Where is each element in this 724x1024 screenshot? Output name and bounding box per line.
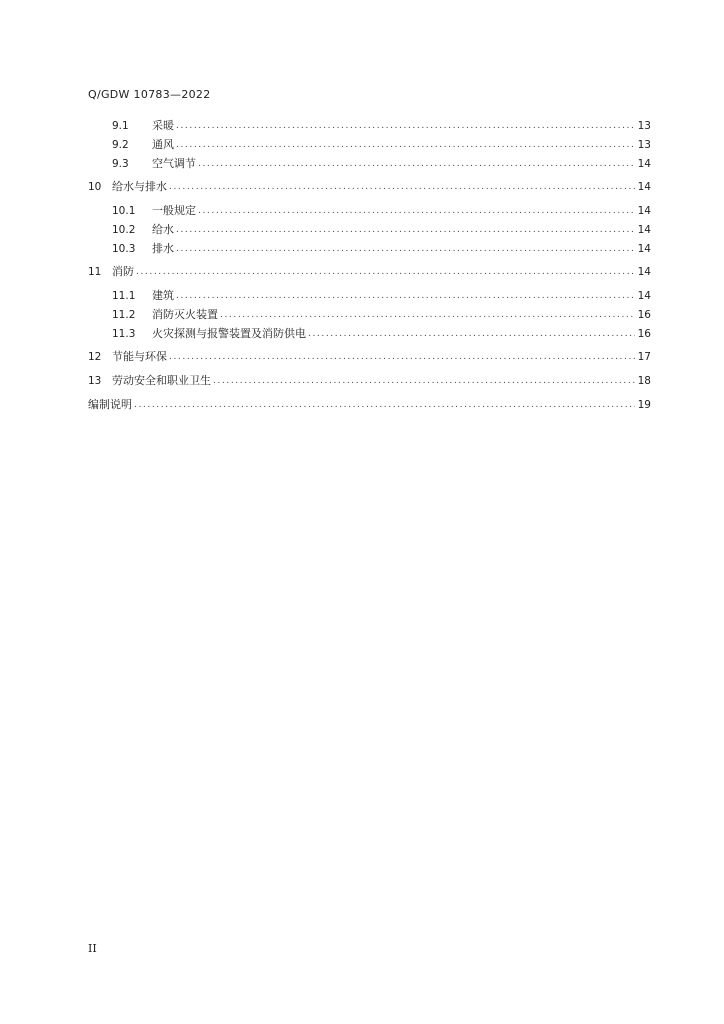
toc-dot-leader	[176, 118, 635, 134]
toc-entry-page: 16	[637, 328, 651, 340]
toc-entry-title: 一般规定	[152, 204, 196, 217]
toc-entry-page: 14	[637, 181, 651, 193]
toc-entry-12[interactable]	[88, 349, 651, 365]
toc-entry-page: 13	[637, 139, 651, 151]
toc-entry-page: 14	[637, 243, 651, 255]
toc-entry-title: 给水	[152, 223, 174, 236]
toc-dot-leader	[169, 349, 635, 365]
toc-dot-leader	[198, 203, 635, 219]
toc-dot-leader	[136, 264, 635, 280]
toc-dot-leader	[220, 307, 635, 323]
toc-entry-number: 9.3	[112, 158, 129, 170]
toc-entry-number: 9.1	[112, 120, 129, 132]
toc-entry-number: 10.1	[112, 205, 136, 217]
toc-entry-title: 建筑	[152, 289, 174, 302]
toc-entry-number: 11.3	[112, 328, 136, 340]
toc-entry-number: 10.2	[112, 224, 136, 236]
toc-entry-page: 18	[637, 375, 651, 387]
toc-entry-page: 14	[637, 266, 651, 278]
toc-entry-title: 火灾探测与报警装置及消防供电	[152, 327, 306, 340]
toc-entry-number: 12	[88, 351, 102, 363]
toc-dot-leader	[176, 222, 635, 238]
toc-entry-page: 19	[637, 399, 651, 411]
toc-entry-11[interactable]	[88, 264, 651, 280]
toc-entry-page: 16	[637, 309, 651, 321]
toc-entry-title: 给水与排水	[112, 180, 167, 193]
toc-entry-9-2[interactable]	[88, 137, 651, 153]
toc-entry-number: 9.2	[112, 139, 129, 151]
toc-entry-page: 13	[637, 120, 651, 132]
toc-entry-number: 10	[88, 181, 102, 193]
toc-entry-9-1[interactable]	[88, 118, 651, 134]
toc-entry-title: 采暖	[152, 119, 174, 132]
toc-entry-9-3[interactable]	[88, 156, 651, 172]
toc-entry-number: 10.3	[112, 243, 136, 255]
toc-entry-11-1[interactable]	[88, 288, 651, 304]
toc-dot-leader	[308, 326, 635, 342]
toc-entry-number: 13	[88, 375, 102, 387]
page-number: II	[88, 942, 97, 955]
toc-dot-leader	[176, 137, 635, 153]
toc-entry-page: 14	[637, 224, 651, 236]
toc-entry-11-3[interactable]	[88, 326, 651, 342]
toc-dot-leader	[198, 156, 635, 172]
toc-entry-number: 11.1	[112, 290, 136, 302]
document-code: Q/GDW 10783—2022	[88, 88, 211, 101]
toc-entry-page: 14	[637, 290, 651, 302]
toc-entry-page: 17	[637, 351, 651, 363]
toc-entry-title: 空气调节	[152, 157, 196, 170]
toc-entry-title: 劳动安全和职业卫生	[112, 374, 211, 387]
toc-entry-title: 消防灭火装置	[152, 308, 218, 321]
toc-entry-title: 排水	[152, 242, 174, 255]
toc-entry-10-3[interactable]	[88, 241, 651, 257]
toc-dot-leader	[134, 397, 635, 413]
toc-entry-10-2[interactable]	[88, 222, 651, 238]
toc-entry-title: 编制说明	[88, 398, 132, 411]
toc-dot-leader	[176, 288, 635, 304]
toc-entry-title: 节能与环保	[112, 350, 167, 363]
toc-dot-leader	[169, 179, 635, 195]
toc-entry-11-2[interactable]	[88, 307, 651, 323]
toc-entry-page: 14	[637, 158, 651, 170]
toc-entry-title: 通风	[152, 138, 174, 151]
toc-entry-13[interactable]	[88, 373, 651, 389]
toc-entry-page: 14	[637, 205, 651, 217]
toc-entry-title: 消防	[112, 265, 134, 278]
toc-entry-compilation-notes[interactable]	[88, 397, 651, 413]
toc-entry-10[interactable]	[88, 179, 651, 195]
toc-dot-leader	[176, 241, 635, 257]
toc-entry-number: 11	[88, 266, 102, 278]
toc-entry-10-1[interactable]	[88, 203, 651, 219]
toc-entry-number: 11.2	[112, 309, 136, 321]
toc-dot-leader	[213, 373, 635, 389]
